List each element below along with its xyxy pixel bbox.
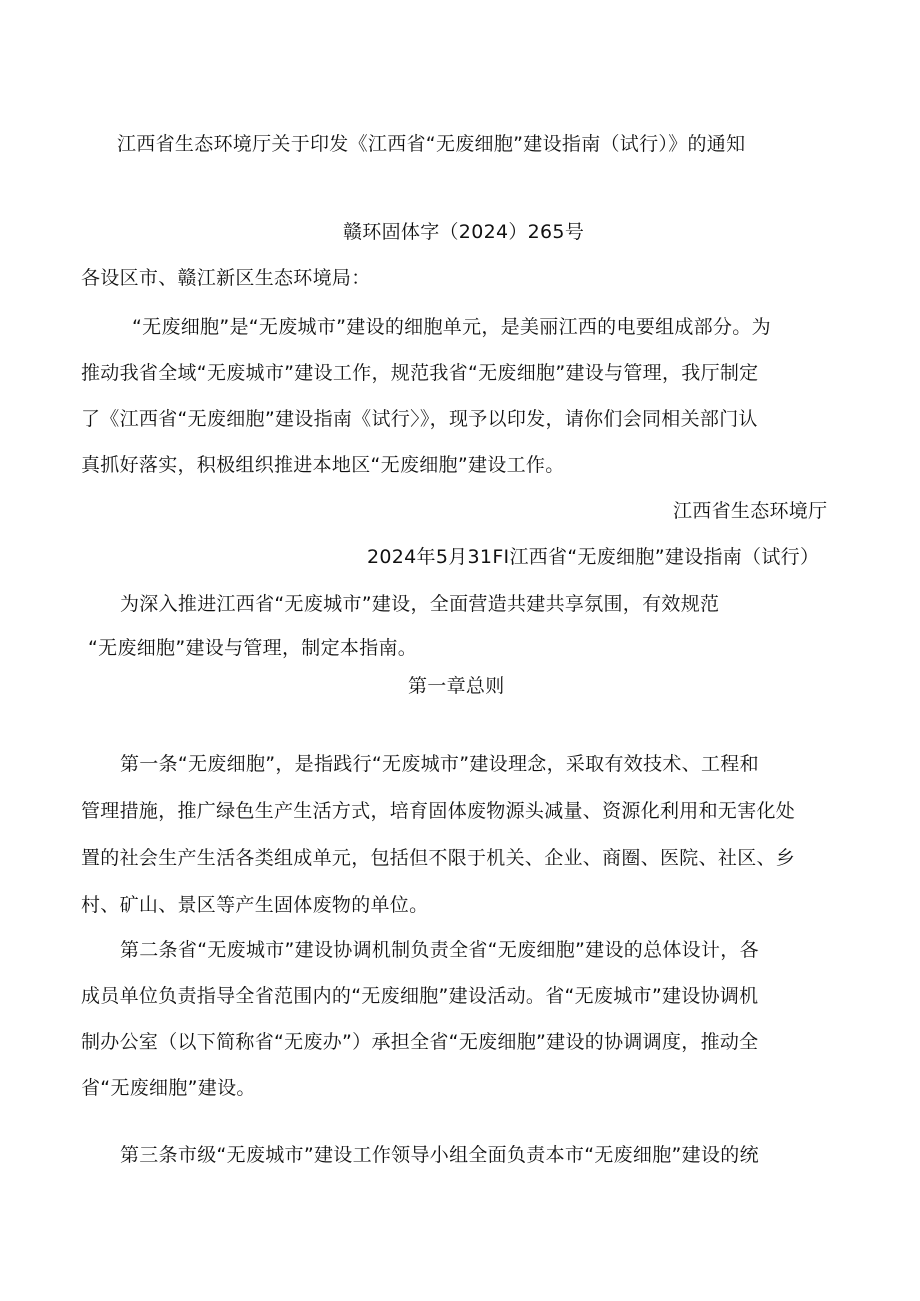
article-3-line: 第三条市级“无废城市”建设工作领导小组全面负责本市“无废细胞”建设的统: [120, 1144, 759, 1166]
article-1-line: 第一条“无废细胞”，是指践行“无废城市”建设理念，采取有效技术、工程和: [120, 753, 759, 775]
article-2-line: 成员单位负责指导全省范围内的“无废细胞”建设活动。省“无废城市”建设协调机: [81, 985, 759, 1007]
intro-line: “无废细胞”是“无废城市”建设的细胞单元，是美丽江西的电要组成部分。为: [132, 316, 771, 338]
article-2-line: 制办公室（以下简称省“无废办”）承担全省“无废细胞”建设的协调调度，推动全: [81, 1031, 759, 1053]
article-2-line: 省“无废细胞”建设。: [81, 1077, 256, 1099]
addressee: 各设区市、赣江新区生态环境局：: [81, 267, 371, 289]
intro-line: 推动我省全域“无废城市”建设工作，规范我省“无废细胞”建设与管理，我厅制定: [81, 362, 759, 384]
chapter-heading: 第一章总则: [408, 675, 505, 697]
intro-line: 了《江西省“无废细胞”建设指南《试行〉》，现予以印发，请你们会同相关部门认: [81, 408, 758, 430]
article-1-line: 管理措施，推广绿色生产生活方式，培育固体废物源头减量、资源化利用和无害化处: [81, 800, 796, 822]
guide-intro-line: “无废细胞”建设与管理，制定本指南。: [88, 637, 418, 659]
intro-line: 真抓好落实，积极组织推进本地区“无废细胞”建设工作。: [81, 454, 565, 476]
article-1-line: 置的社会生产生活各类组成单元，包括但不限于机关、企业、商圈、医院、社区、乡: [81, 847, 796, 869]
article-1-line: 村、矿山、景区等产生固体废物的单位。: [81, 894, 429, 916]
signature: 江西省生态环境厅: [673, 500, 828, 522]
document-number: 赣环固体字（2024）265号: [343, 221, 585, 243]
guide-intro-line: 为深入推进江西省“无废城市”建设，全面营造共建共享氛围，有效规范: [120, 593, 720, 615]
document-title: 江西省生态环境厅关于印发《江西省“无废细胞”建设指南（试行）》的通知: [117, 133, 746, 155]
article-2-line: 第二条省“无废城市”建设协调机制负责全省“无废细胞”建设的总体设计，各: [120, 939, 759, 961]
date-and-guide-title: 2024年5月31FI江西省“无废细胞”建设指南（试行）: [367, 546, 820, 568]
